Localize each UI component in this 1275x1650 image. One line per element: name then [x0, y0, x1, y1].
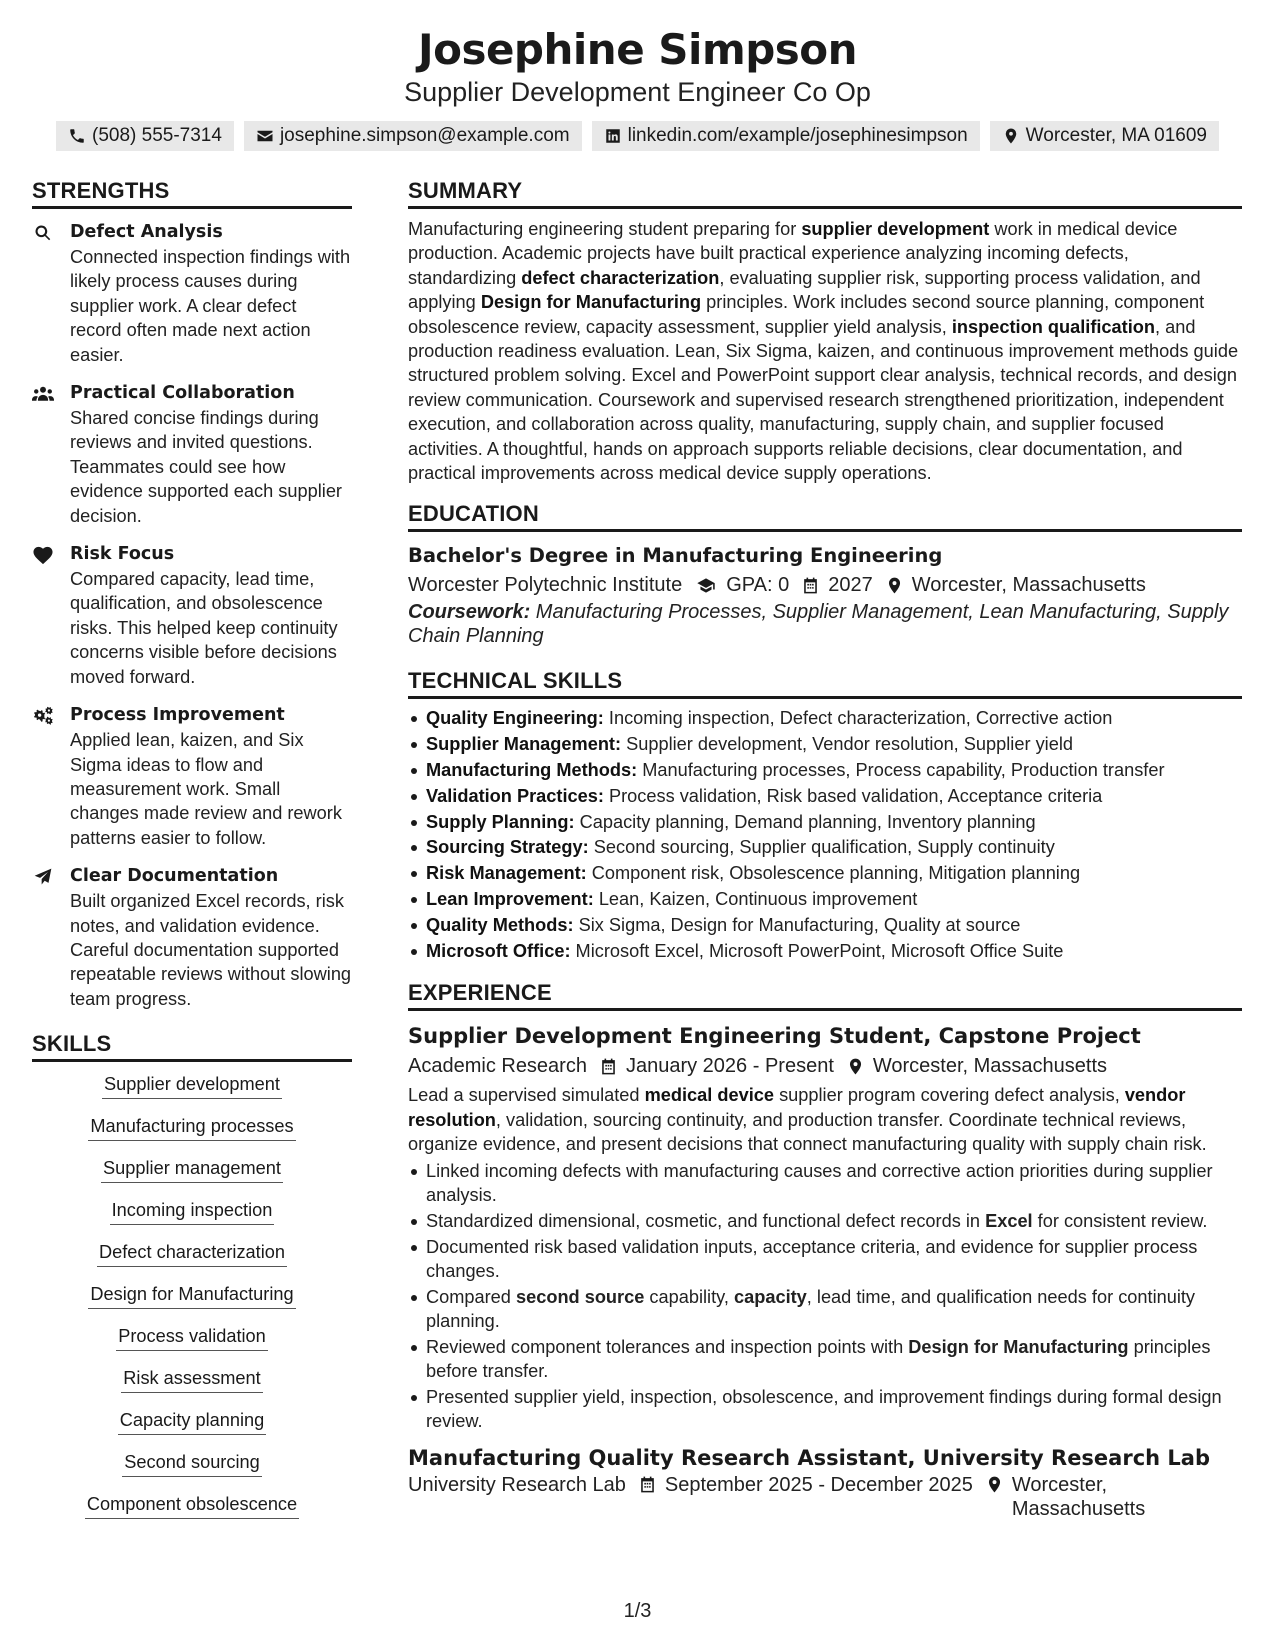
strength-body: [70, 380, 352, 528]
users-icon: [32, 380, 70, 528]
text-run: Compared: [426, 1286, 516, 1307]
bold-phrase: Design for Manufacturing: [908, 1336, 1129, 1357]
calendar-icon: [638, 1475, 657, 1494]
gpa-text: GPA: 0: [726, 574, 790, 597]
skill-category: Manufacturing Methods:: [426, 760, 638, 781]
job-title: Manufacturing Quality Research Assistant, University Research Lab: [408, 1445, 1210, 1470]
skill-item: Supplier management: [101, 1156, 283, 1183]
bold-phrase: medical device: [644, 1085, 775, 1106]
skill-row: [32, 1114, 352, 1156]
job-dates: September 2025 - December 2025: [664, 1473, 973, 1496]
cogs-icon: [32, 702, 70, 850]
summary-heading: SUMMARY: [408, 176, 1242, 209]
skill-category: Supplier Management:: [426, 734, 622, 755]
contact-phone[interactable]: [56, 121, 234, 151]
grad-year: 2027: [828, 574, 873, 597]
skill-values: Microsoft Excel, Microsoft PowerPoint, Microsoft Office Suite: [570, 940, 1064, 961]
strength-title: Defect Analysis: [70, 222, 223, 242]
skill-category: Lean Improvement:: [426, 889, 594, 910]
map-marker-icon: [885, 576, 904, 595]
strength-item: [32, 863, 352, 1011]
job-title: Supplier Development Engineering Student, Capstone Project: [408, 1024, 1141, 1049]
experience-heading: EXPERIENCE: [408, 978, 1242, 1011]
skill-item: Supplier development: [102, 1072, 282, 1099]
job-bullet: [408, 1385, 1242, 1433]
text-run: Manufacturing engineering student preparing for: [408, 219, 802, 239]
skill-row: [32, 1240, 352, 1282]
job-intro: [408, 1083, 1242, 1156]
coursework-label: Coursework:: [408, 601, 531, 624]
strength-description: Built organized Excel records, risk notes, and validation evidence. Careful documentation supported repeatable reviews without slowing team progress.: [70, 891, 352, 1009]
map-marker-icon: [1002, 127, 1020, 145]
strength-item: [32, 380, 352, 528]
skill-category: Microsoft Office:: [426, 940, 571, 961]
job-bullet: [408, 1209, 1242, 1233]
skill-row: [32, 1492, 352, 1534]
technical-skills-heading: TECHNICAL SKILLS: [408, 666, 1242, 699]
skill-item: Manufacturing processes: [88, 1114, 295, 1141]
text-run: principles. Work includes second source planning, component obsolescence review, capacity assessment, supplier yield analysis,: [408, 292, 1205, 337]
job-meta: [408, 1051, 1242, 1081]
summary-text: [408, 217, 1242, 485]
calendar-icon: [599, 1057, 618, 1076]
job-bullets: [408, 1159, 1242, 1433]
strength-description: Compared capacity, lead time, qualification, and obsolescence risks. This helped keep continuity concerns visible before decisions moved forward.: [70, 569, 338, 687]
strength-title: Clear Documentation: [70, 866, 279, 887]
skill-values: Second sourcing, Supplier qualification, Supply continuity: [588, 837, 1055, 858]
skill-row: [32, 1450, 352, 1492]
skill-values: Capacity planning, Demand planning, Inventory planning: [574, 811, 1036, 832]
technical-skill-item: [408, 758, 1242, 784]
left-column: [32, 176, 352, 1534]
technical-skill-item: [408, 784, 1242, 810]
bold-phrase: second source: [515, 1286, 645, 1307]
technical-skill-item: [408, 835, 1242, 861]
skill-item: Incoming inspection: [110, 1198, 275, 1225]
contact-bar: [0, 121, 1275, 151]
skill-values: Process validation, Risk based validation, Acceptance criteria: [603, 785, 1103, 806]
technical-skills-list: [408, 706, 1242, 964]
skill-row: [32, 1198, 352, 1240]
skill-item: Capacity planning: [118, 1408, 267, 1435]
envelope-icon: [256, 127, 274, 145]
heart-icon: [32, 541, 70, 689]
text-run: , lead time, and qualification needs for continuity planning.: [426, 1286, 1196, 1331]
technical-skill-item: [408, 732, 1242, 758]
strength-title: Risk Focus: [70, 544, 175, 565]
text-run: Presented supplier yield, inspection, obsolescence, and improvement findings during formal design review.: [426, 1386, 1222, 1431]
job-meta: [408, 1473, 1242, 1521]
text-run: Reviewed component tolerances and inspection points with: [426, 1336, 909, 1357]
bold-phrase: defect characterization: [521, 267, 720, 288]
degree-title: Bachelor's Degree in Manufacturing Engineering: [408, 544, 943, 568]
skills-list: [32, 1072, 352, 1534]
technical-skill-item: [408, 861, 1242, 887]
contact-linkedin[interactable]: [592, 121, 980, 151]
text-run: , and production readiness evaluation. Lean, Six Sigma, kaizen, and continuous improvement methods guide structured problem solving. Excel and PowerPoint support clear analysis, technical records, and design review communication. Coursework and supervised research strengthened prioritization, independent execution, and collaboration across quality, manufacturing, supply chain, and supplier focused activities. A thoughtful, hands on approach supports reliable decisions, clear documentation, and practical improvements across medical device supply operations.: [408, 316, 1239, 484]
strength-item: [32, 219, 352, 367]
text-run: Documented risk based validation inputs, acceptance criteria, and evidence for supplier process changes.: [426, 1236, 1198, 1281]
skill-category: Supply Planning:: [426, 811, 575, 832]
education-meta: [408, 570, 1242, 600]
coursework: [408, 600, 1242, 648]
job-bullet: [408, 1159, 1242, 1207]
phone-icon: [68, 127, 86, 145]
skill-values: Six Sigma, Design for Manufacturing, Quality at source: [573, 914, 1021, 935]
skill-category: Validation Practices:: [426, 785, 604, 806]
skill-item: Process validation: [116, 1324, 268, 1351]
skill-item: Defect characterization: [97, 1240, 287, 1267]
skill-item: Design for Manufacturing: [88, 1282, 295, 1309]
school-name: Worcester Polytechnic Institute: [408, 574, 683, 597]
skill-category: Quality Methods:: [426, 914, 574, 935]
skill-category: Sourcing Strategy:: [426, 837, 589, 858]
text-run: capability,: [644, 1286, 734, 1307]
map-marker-icon: [985, 1475, 1004, 1494]
bold-phrase: vendor resolution: [408, 1085, 1186, 1130]
skill-row: [32, 1282, 352, 1324]
skill-item: Risk assessment: [121, 1366, 262, 1393]
job-dates: January 2026 - Present: [625, 1055, 834, 1078]
job-org: University Research Lab: [408, 1473, 626, 1496]
strength-item: [32, 702, 352, 850]
text-run: supplier program covering defect analysis,: [774, 1085, 1125, 1106]
location-text: Worcester, MA 01609: [1025, 125, 1207, 146]
linkedin-text: linkedin.com/example/josephinesimpson: [627, 125, 968, 146]
technical-skill-item: [408, 939, 1242, 965]
text-run: principles before transfer.: [426, 1336, 1211, 1381]
strength-body: [70, 702, 352, 850]
technical-skill-item: [408, 810, 1242, 836]
strength-description: Applied lean, kaizen, and Six Sigma ideas to flow and measurement work. Small changes made review and rework patterns easier to follow.: [70, 730, 342, 848]
strength-title: Practical Collaboration: [70, 383, 295, 404]
strengths-heading: STRENGTHS: [32, 176, 352, 209]
text-run: , evaluating supplier risk, supporting process validation, and applying: [408, 267, 1201, 313]
job-location: Worcester, Massachusetts: [872, 1055, 1108, 1078]
strength-description: Shared concise findings during reviews and invited questions. Teammates could see how evidence supported each supplier decision.: [70, 408, 342, 526]
skill-item: Second sourcing: [122, 1450, 261, 1477]
strength-item: [32, 541, 352, 689]
skill-values: Component risk, Obsolescence planning, Mitigation planning: [586, 863, 1081, 884]
skill-category: Risk Management:: [426, 863, 587, 884]
job-location: Worcester, Massachusetts: [1011, 1473, 1146, 1520]
skill-values: Incoming inspection, Defect characterization, Corrective action: [603, 708, 1113, 729]
skill-category: Quality Engineering:: [426, 708, 604, 729]
job-bullet: [408, 1335, 1242, 1383]
strength-title: Process Improvement: [70, 705, 285, 726]
text-run: , validation, sourcing continuity, and production transfer. Coordinate technical reviews, organize evidence, and present decisions that connect manufacturing quality with supply chain risk.: [408, 1109, 1207, 1155]
job-entry: [408, 1443, 1242, 1521]
bold-phrase: Excel: [985, 1210, 1033, 1231]
skill-row: [32, 1156, 352, 1198]
page-number: 1/3: [623, 1600, 652, 1622]
technical-skill-item: [408, 706, 1242, 732]
phone-text: (508) 555-7314: [92, 125, 222, 146]
skills-heading: SKILLS: [32, 1029, 352, 1062]
bold-phrase: Design for Manufacturing: [480, 292, 702, 313]
skill-row: [32, 1072, 352, 1114]
calendar-icon: [801, 576, 820, 595]
contact-location[interactable]: [990, 121, 1219, 151]
text-run: Lead a supervised simulated: [408, 1085, 645, 1106]
text-run: Standardized dimensional, cosmetic, and functional defect records in: [426, 1210, 986, 1231]
bold-phrase: inspection qualification: [951, 316, 1155, 337]
skill-values: Supplier development, Vendor resolution, Supplier yield: [621, 734, 1073, 755]
strength-body: [70, 863, 352, 1011]
job-bullet: [408, 1235, 1242, 1283]
skill-row: [32, 1324, 352, 1366]
skill-values: Manufacturing processes, Process capability, Production transfer: [637, 760, 1165, 781]
coursework-list: Manufacturing Processes, Supplier Management, Lean Manufacturing, Supply Chain Planning: [408, 601, 1229, 648]
strength-body: [70, 541, 352, 689]
technical-skill-item: [408, 913, 1242, 939]
linkedin-icon: [604, 127, 622, 145]
search-icon: [32, 219, 70, 367]
job-org: Academic Research: [408, 1055, 587, 1078]
text-run: for consistent review.: [1032, 1210, 1208, 1231]
skill-row: [32, 1408, 352, 1450]
resume-header: [0, 0, 1275, 151]
map-marker-icon: [846, 1057, 865, 1076]
strengths-list: [32, 219, 352, 1011]
skill-item: Component obsolescence: [85, 1492, 299, 1519]
bold-phrase: capacity: [734, 1286, 807, 1307]
job-entry: [408, 1021, 1242, 1432]
skill-values: Lean, Kaizen, Continuous improvement: [593, 889, 918, 910]
education-heading: EDUCATION: [408, 499, 1242, 532]
strength-description: Connected inspection findings with likely process causes during supplier work. A clear defect record often made next action easier.: [70, 247, 351, 365]
bold-phrase: supplier development: [801, 219, 990, 239]
candidate-role: Supplier Development Engineer Co Op: [404, 77, 871, 107]
candidate-name: Josephine Simpson: [417, 25, 858, 74]
contact-email[interactable]: [244, 121, 582, 151]
text-run: Linked incoming defects with manufacturing causes and corrective action priorities during supplier analysis.: [426, 1160, 1213, 1205]
paper-plane-icon: [32, 863, 70, 1011]
technical-skill-item: [408, 887, 1242, 913]
text-run: work in medical device production. Academic projects have built practical experience analyzing incoming defects, standardizing: [408, 219, 1178, 288]
graduation-cap-icon: [694, 576, 718, 595]
strength-body: [70, 219, 352, 367]
email-text: josephine.simpson@example.com: [279, 125, 570, 146]
skill-row: [32, 1366, 352, 1408]
job-bullet: [408, 1285, 1242, 1333]
right-column: [408, 176, 1242, 1521]
school-location: Worcester, Massachusetts: [911, 574, 1146, 597]
